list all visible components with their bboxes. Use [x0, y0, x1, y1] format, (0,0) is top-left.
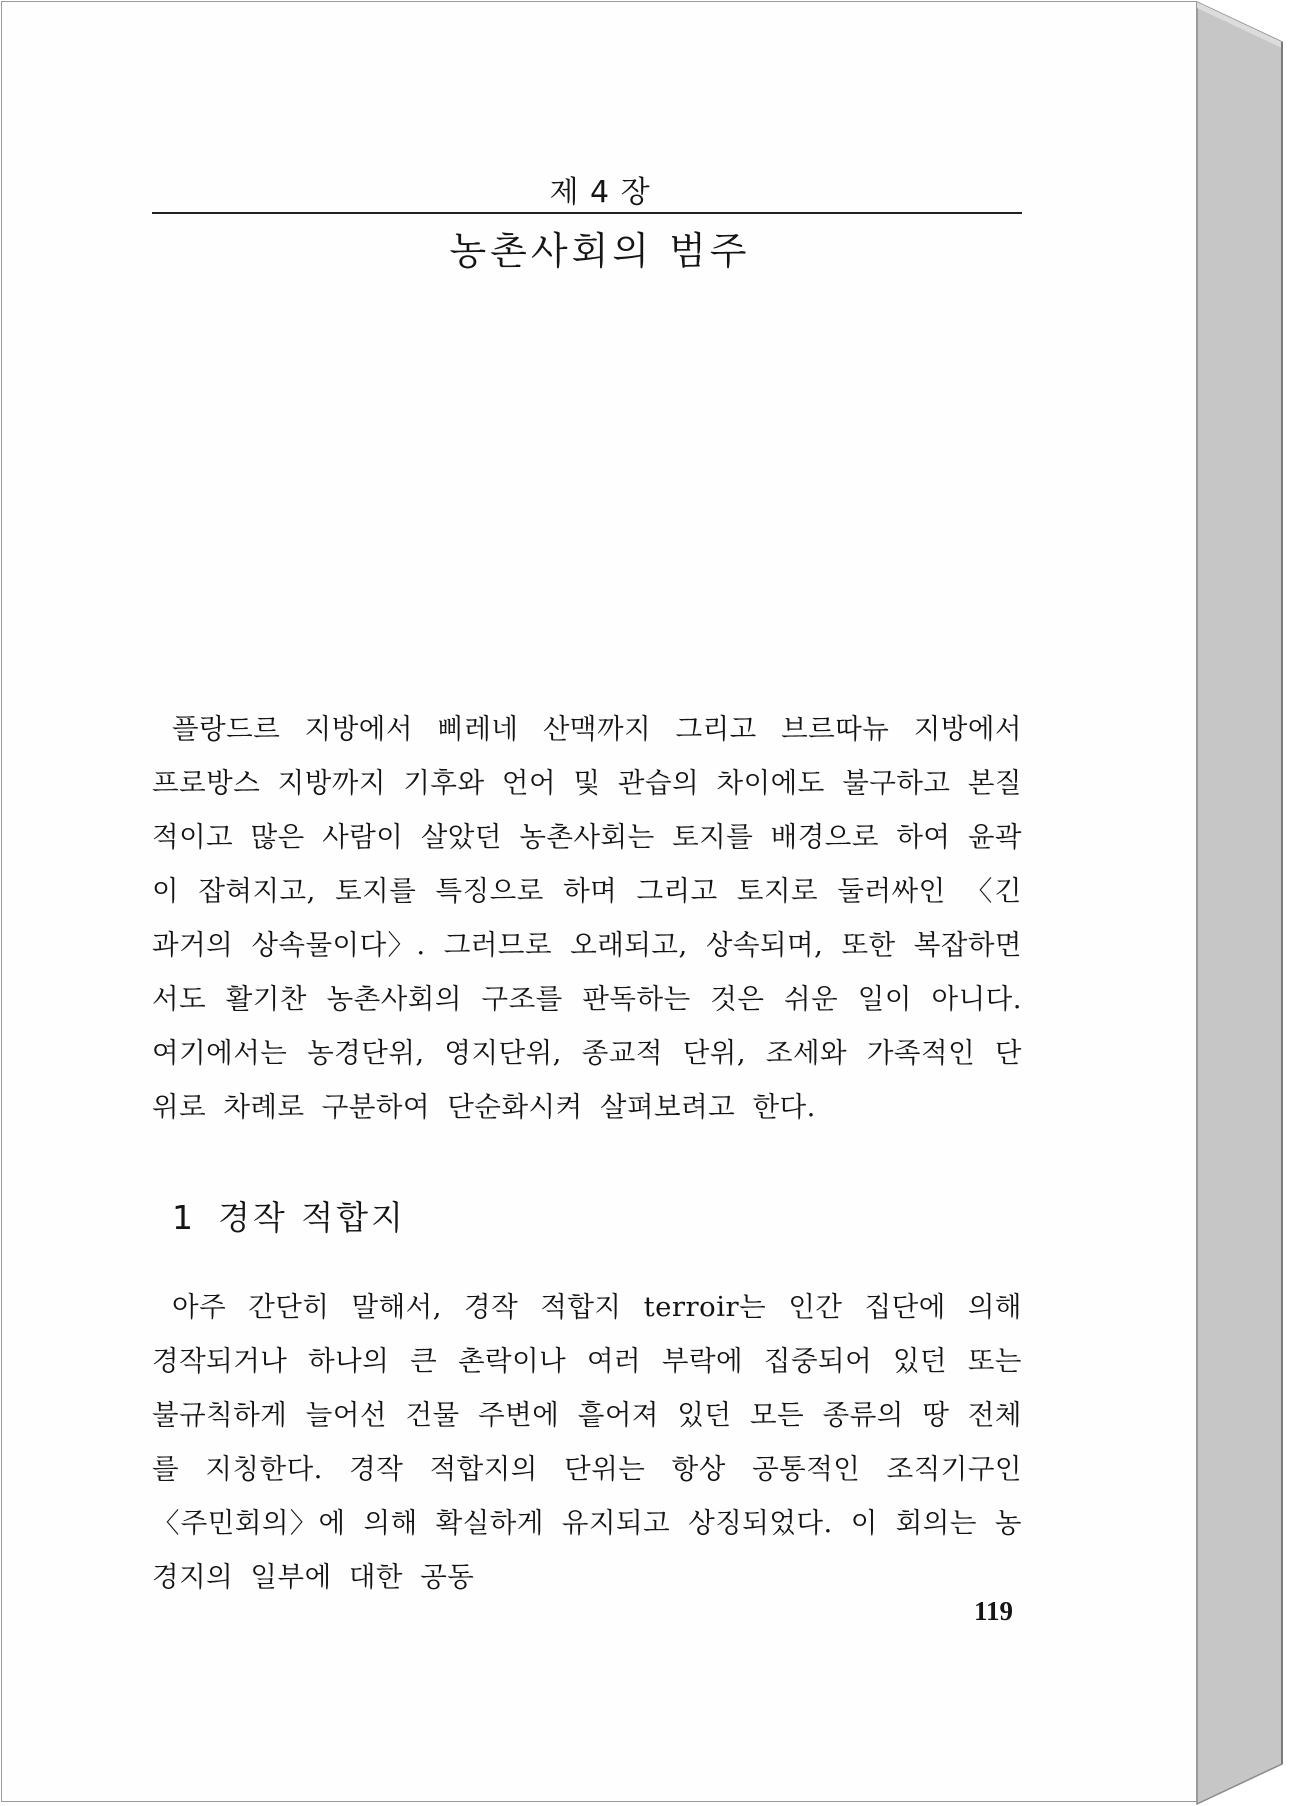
section-number: 1 — [172, 1198, 196, 1237]
book-page — [1, 1, 1197, 1802]
section-title: 경작 적합지 — [218, 1198, 406, 1237]
chapter-number: 제 4 장 — [549, 175, 651, 210]
section-heading — [172, 1192, 406, 1239]
intro-paragraph — [152, 702, 1022, 1134]
page-number: 119 — [974, 1596, 1014, 1626]
section-paragraph-text: 아주 간단히 말해서, 경작 적합지 terroir는 인간 집단에 의해 경작되거나 하나의 큰 촌락이나 여러 부락에 집중되어 있던 또는 불규칙하게 늘어선 건물 주변에 흩어져 있던 모든 종류의 땅 전체를 지칭한다. 경작 적합지의 단위는 항상 공통적인 조직기구인 〈주민회의〉에 의해 확실하게 유지되고 상징되었다. 이 회의는 농경지의 일부에 대한 공동 — [152, 1291, 1022, 1593]
intro-paragraph-text: 플랑드르 지방에서 삐레네 산맥까지 그리고 브르따뉴 지방에서 프로방스 지방까지 기후와 언어 및 관습의 차이에도 불구하고 본질적이고 많은 사람이 살았던 농촌사회는 토지를 배경으로 하여 윤곽이 잡혀지고, 토지를 특징으로 하며 그리고 토지로 둘러싸인 〈긴 과거의 상속물이다〉. 그러므로 오래되고, 상속되며, 또한 복잡하면서도 활기찬 농촌사회의 구조를 판독하는 것은 쉬운 일이 아니다. 여기에서는 농경단위, 영지단위, 종교적 단위, 조세와 가족적인 단위로 차례로 구분하여 단순화시켜 살펴보려고 한다. — [152, 713, 1022, 1123]
section-paragraph — [152, 1280, 1022, 1604]
chapter-divider — [152, 212, 1022, 214]
chapter-title: 농촌사회의 범주 — [449, 229, 751, 273]
